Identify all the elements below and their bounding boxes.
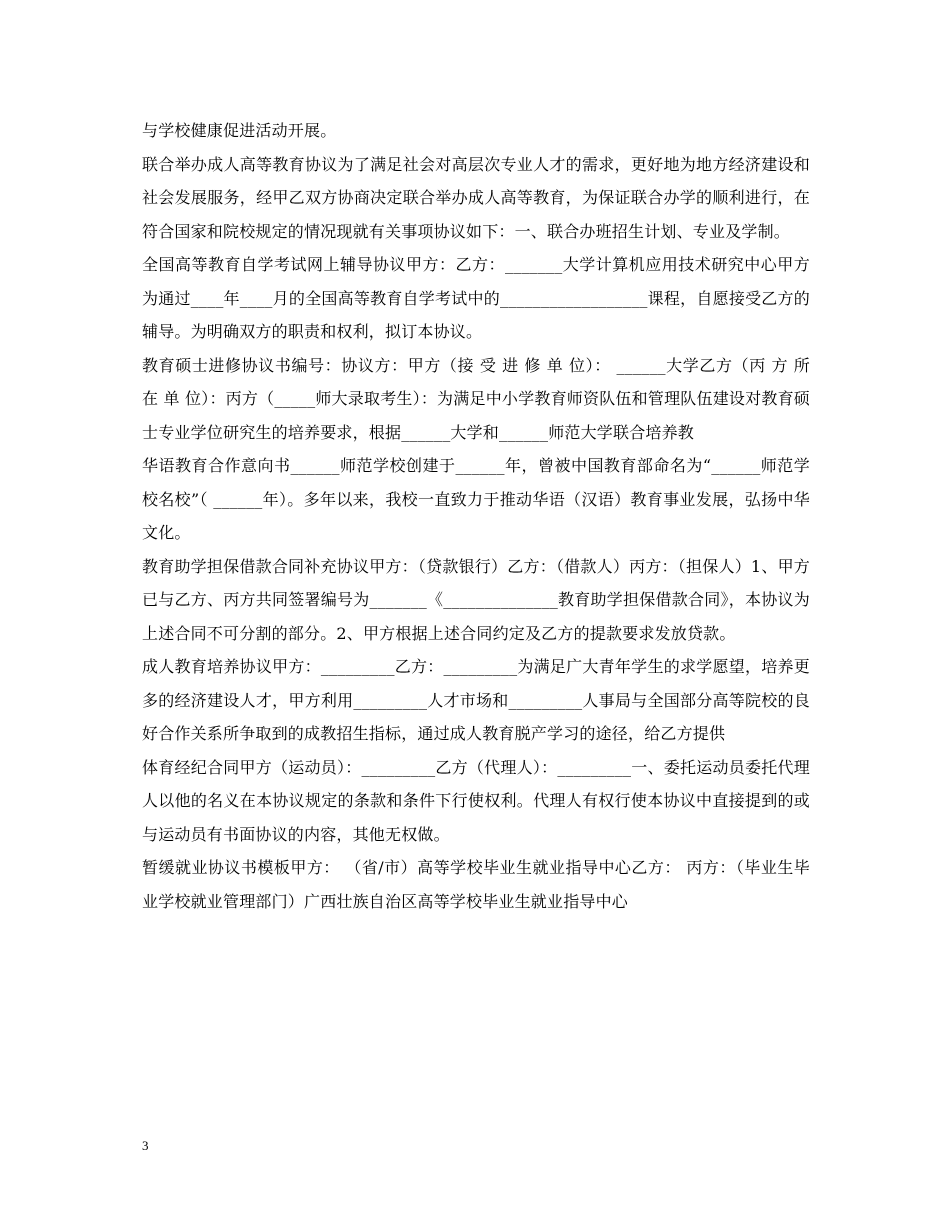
paragraph-9: 暂缓就业协议书模板甲方： （省/市）高等学校毕业生就业指导中心乙方： 丙方：（毕业生毕业学校就业管理部门）广西壮族自治区高等学校毕业生就业指导中心 (142, 858, 810, 911)
page-number: 3 (142, 1138, 149, 1153)
paragraph-5: 华语教育合作意向书______师范学校创建于______年，曾被中国教育部命名为“______师范学校名校”（ ______年）。多年以来，我校一直致力于推动华语（汉语）教育事业发展，弘扬中华文化。 (142, 456, 810, 542)
document-body (142, 114, 810, 918)
paragraph-6: 教育助学担保借款合同补充协议甲方：（贷款银行）乙方：（借款人）丙方：（担保人）1、甲方已与乙方、丙方共同签署编号为_______《______________教育助学担保借款合同》，本协议为上述合同不可分割的部分。2、甲方根据上述合同约定及乙方的提款要求发放贷款。 (142, 556, 810, 643)
paragraph-4: 教育硕士进修协议书编号：协议方：甲方（接 受 进 修 单 位）： ______大学乙方（丙 方 所 在 单 位）：丙方（_____师大录取考生）：为满足中小学教育师资队伍和管理队伍建设对教育硕士专业学位研究生的培养要求，根据______大学和______师范大学联合培养教 (142, 355, 810, 442)
paragraph-3: 全国高等教育自学考试网上辅导协议甲方：乙方：_______大学计算机应用技术研究中心甲方为通过____年____月的全国高等教育自学考试中的__________________课程，自愿接受乙方的辅导。为明确双方的职责和权利，拟订本协议。 (142, 255, 810, 341)
paragraph-8: 体育经纪合同甲方（运动员）：_________乙方（代理人）：_________一、委托运动员委托代理人以他的名义在本协议规定的条款和条件下行使权利。代理人有权行使本协议中直接提到的或与运动员有书面协议的内容，其他无权做。 (142, 757, 810, 844)
paragraph-7: 成人教育培养协议甲方：_________乙方：_________为满足广大青年学生的求学愿望，培养更多的经济建设人才，甲方利用_________人才市场和_________人事局与全国部分高等院校的良好合作关系所争取到的成教招生指标，通过成人教育脱产学习的途径，给乙方提供 (142, 657, 810, 743)
paragraph-2: 联合举办成人高等教育协议为了满足社会对高层次专业人才的需求，更好地为地方经济建设和社会发展服务，经甲乙双方协商决定联合举办成人高等教育，为保证联合办学的顺利进行，在符合国家和院校规定的情况现就有关事项协议如下：一、联合办班招生计划、专业及学制。 (142, 154, 810, 241)
paragraph-1: 与学校健康促进活动开展。 (142, 121, 337, 140)
